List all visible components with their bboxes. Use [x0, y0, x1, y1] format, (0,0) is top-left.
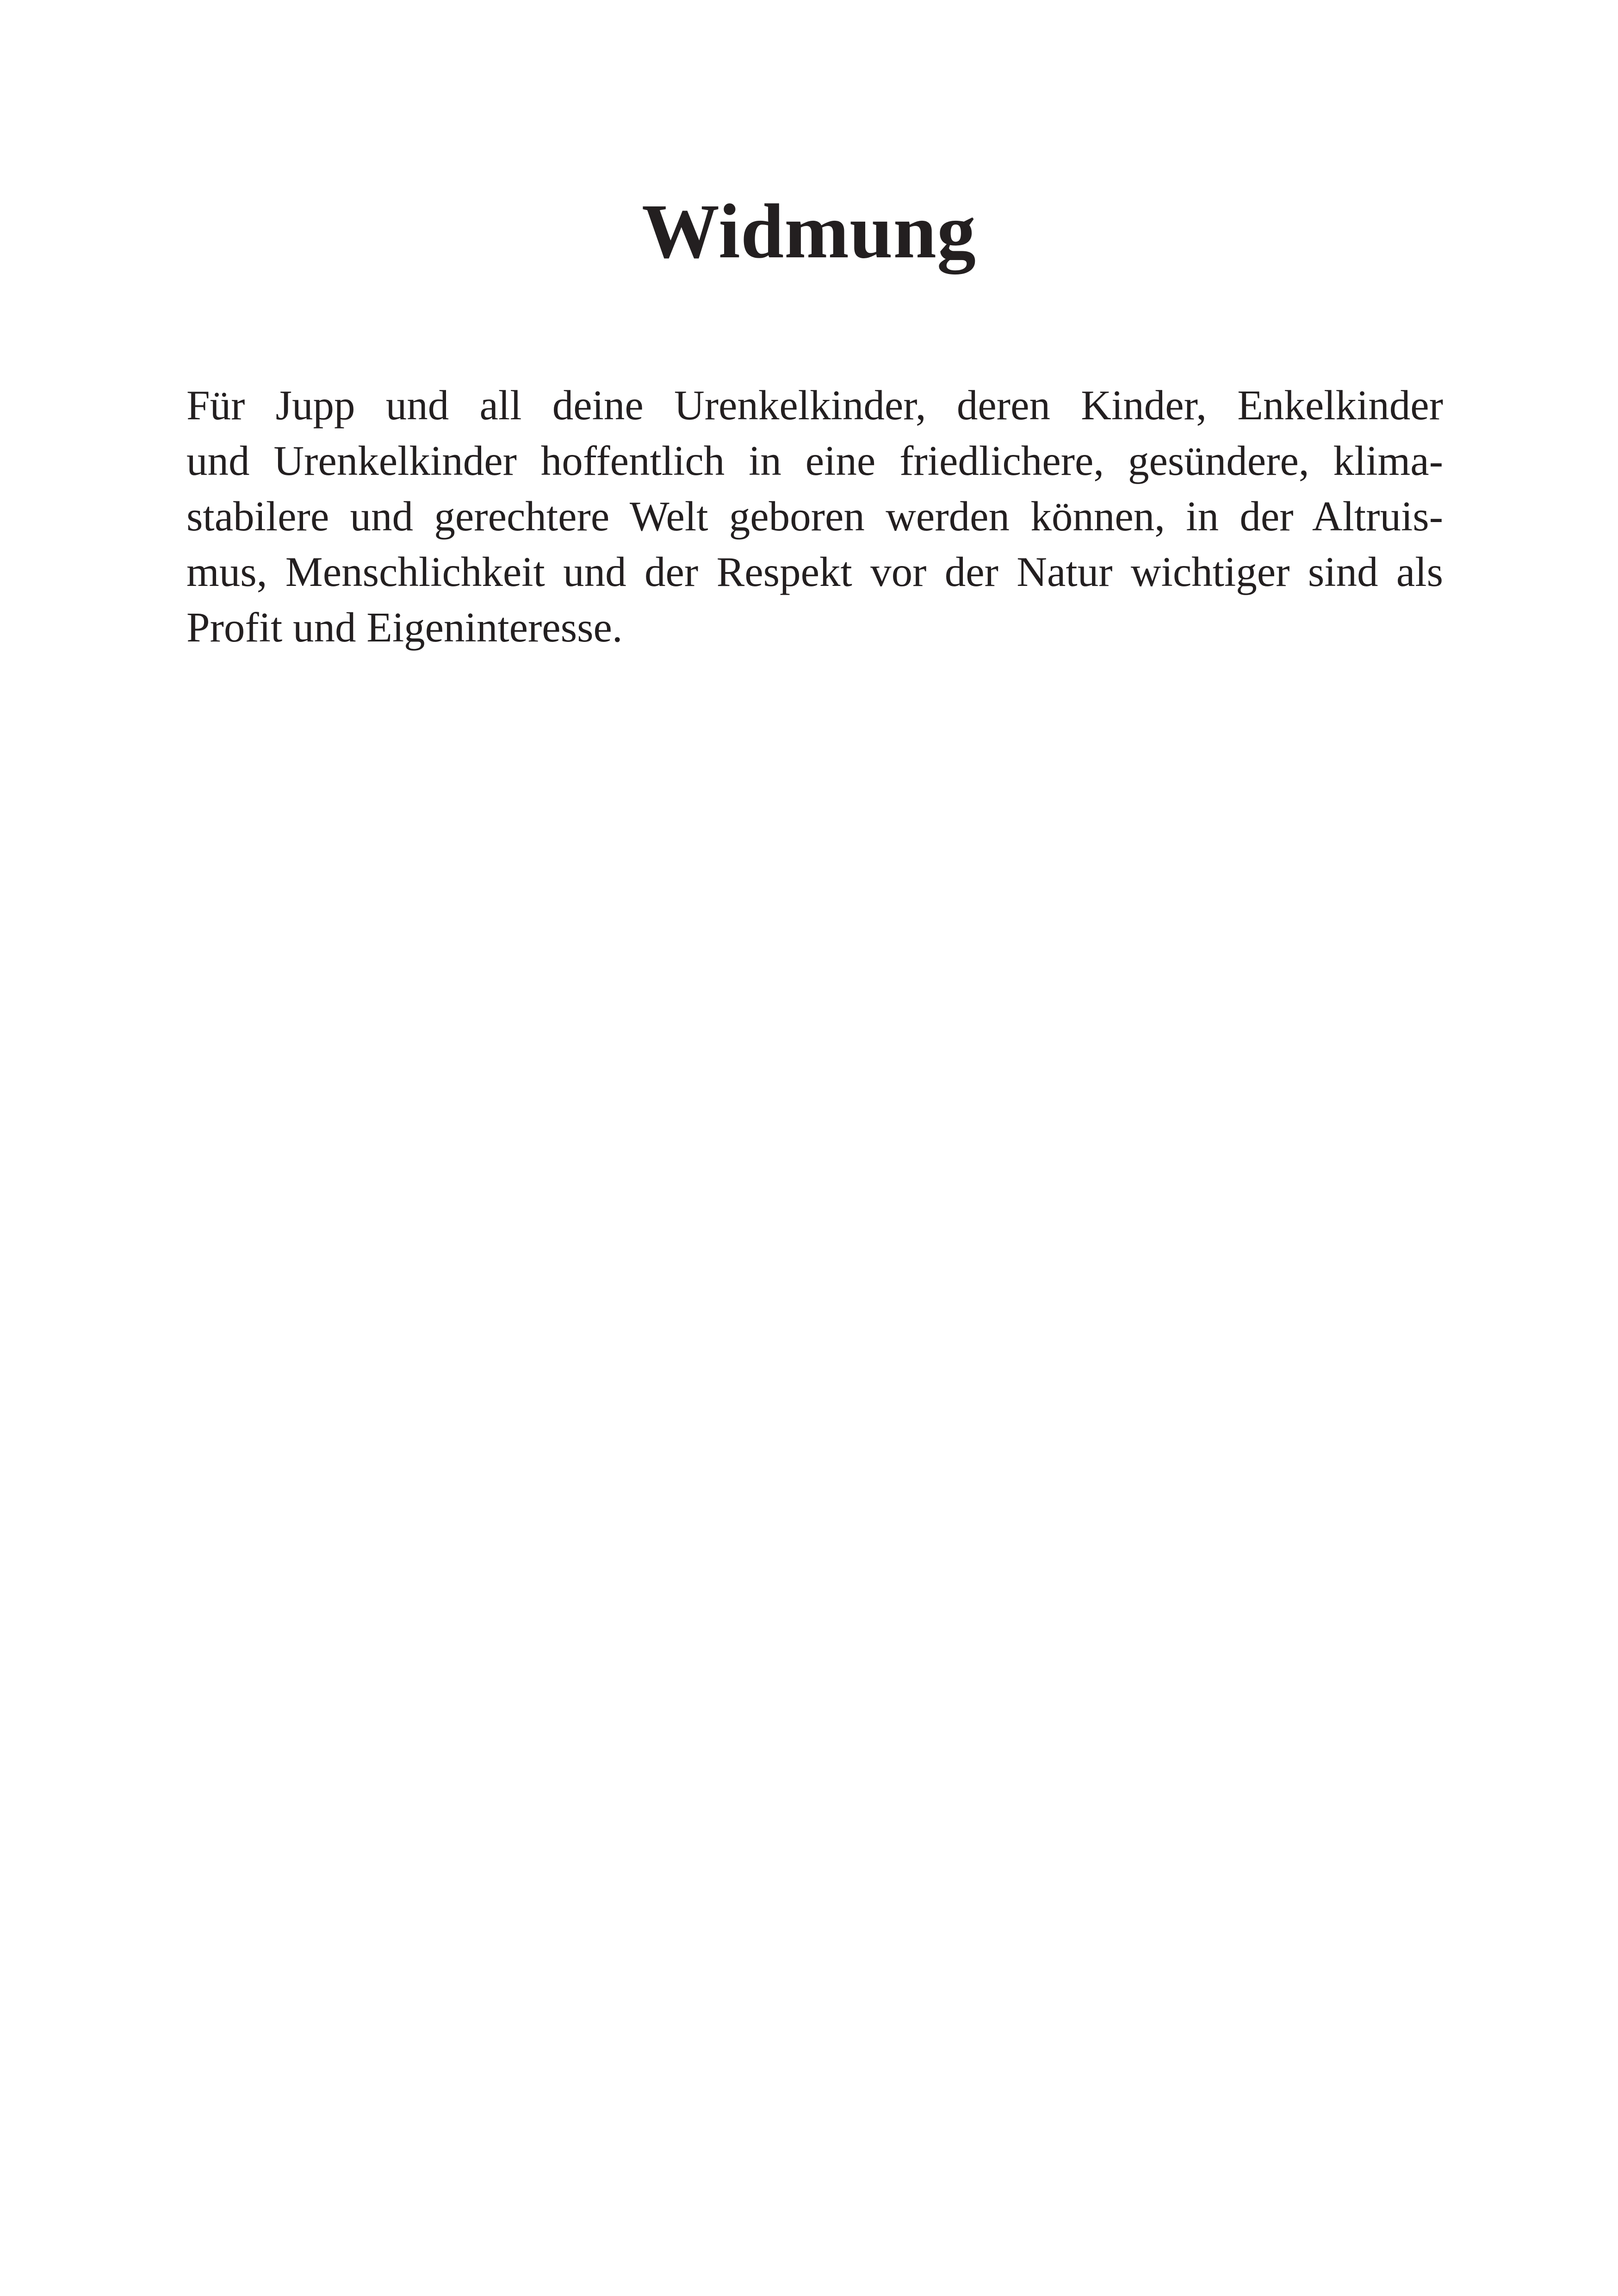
dedication-line: und Urenkelkinder hoffentlich in eine friedlichere, gesündere, klima- — [186, 437, 1443, 484]
dedication-line: Profit und Eigeninteresse. — [186, 604, 623, 651]
page-title: Widmung — [642, 188, 976, 274]
dedication-line: Für Jupp und all deine Urenkelkinder, deren Kinder, Enkelkinder — [186, 382, 1443, 429]
dedication-line: mus, Menschlichkeit und der Respekt vor der Natur wichtiger sind als — [186, 548, 1443, 595]
dedication-line: stabilere und gerechtere Welt geboren werden können, in der Altruis- — [186, 493, 1443, 540]
dedication-paragraph — [186, 378, 1443, 655]
